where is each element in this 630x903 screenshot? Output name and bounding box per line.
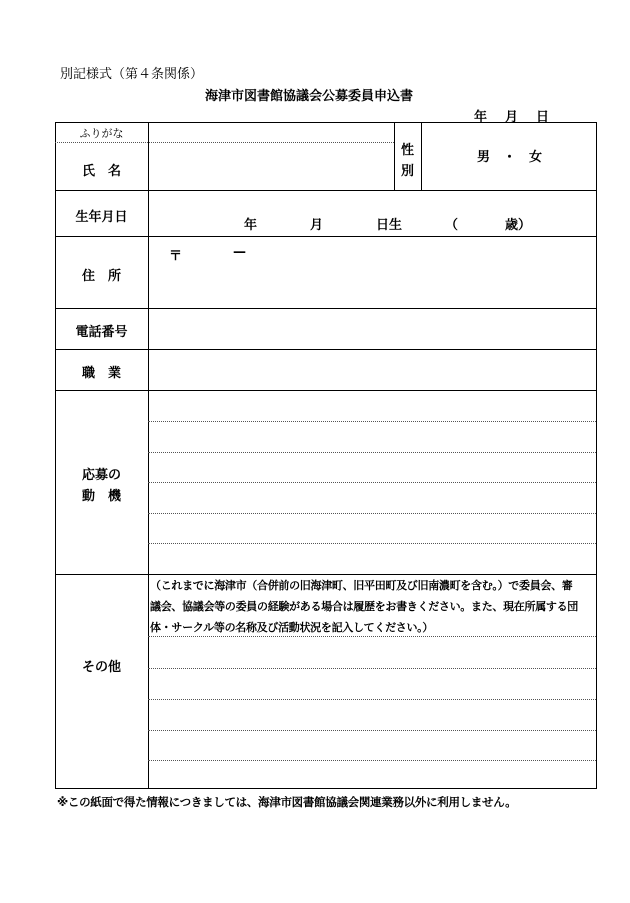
page-title: 海津市図書館協議会公募委員申込書: [205, 89, 414, 104]
date-day: 日: [536, 110, 550, 125]
date-year: 年: [474, 110, 488, 125]
birthdate-label: 生年月日: [75, 210, 128, 225]
birth-year: 年: [244, 218, 258, 233]
gender-label-2: 別: [400, 164, 414, 179]
form-label: 別記様式（第４条関係）: [60, 67, 204, 82]
postal-mark: 〒: [169, 249, 183, 264]
privacy-note: ※この紙面で得た情報につきましては、海津市図書館協議会関連業務以外に利用しません。: [57, 795, 517, 809]
other-label: その他: [81, 660, 121, 675]
age-open: （: [445, 218, 459, 233]
address-label: 住 所: [81, 269, 121, 284]
gender-label-1: 性: [400, 143, 414, 158]
date-month: 月: [505, 110, 519, 125]
other-note-line-1: （これまでに海津市（合併前の旧海津町、旧平田町及び旧南濃町を含む。）で委員会、審: [150, 579, 573, 592]
age-close: 歳）: [505, 218, 532, 233]
other-note-line-2: 議会、協議会等の委員の経験がある場合は履歴をお書きください。また、現在所属する団: [150, 600, 578, 613]
postal-dash: —: [233, 245, 246, 260]
other-note-line-3: 体・サークル等の名称及び活動状況を記入してください。）: [150, 621, 434, 634]
birth-month: 月: [310, 218, 324, 233]
occupation-label: 職 業: [81, 366, 121, 381]
furigana-label: ふりがな: [79, 127, 124, 140]
name-label: 氏 名: [81, 164, 121, 179]
birth-day: 日生: [376, 218, 403, 233]
phone-label: 電話番号: [75, 325, 128, 340]
motivation-label-2: 動 機: [81, 489, 121, 504]
motivation-label-1: 応募の: [81, 468, 121, 483]
gender-options: 男 ・ 女: [477, 150, 543, 165]
